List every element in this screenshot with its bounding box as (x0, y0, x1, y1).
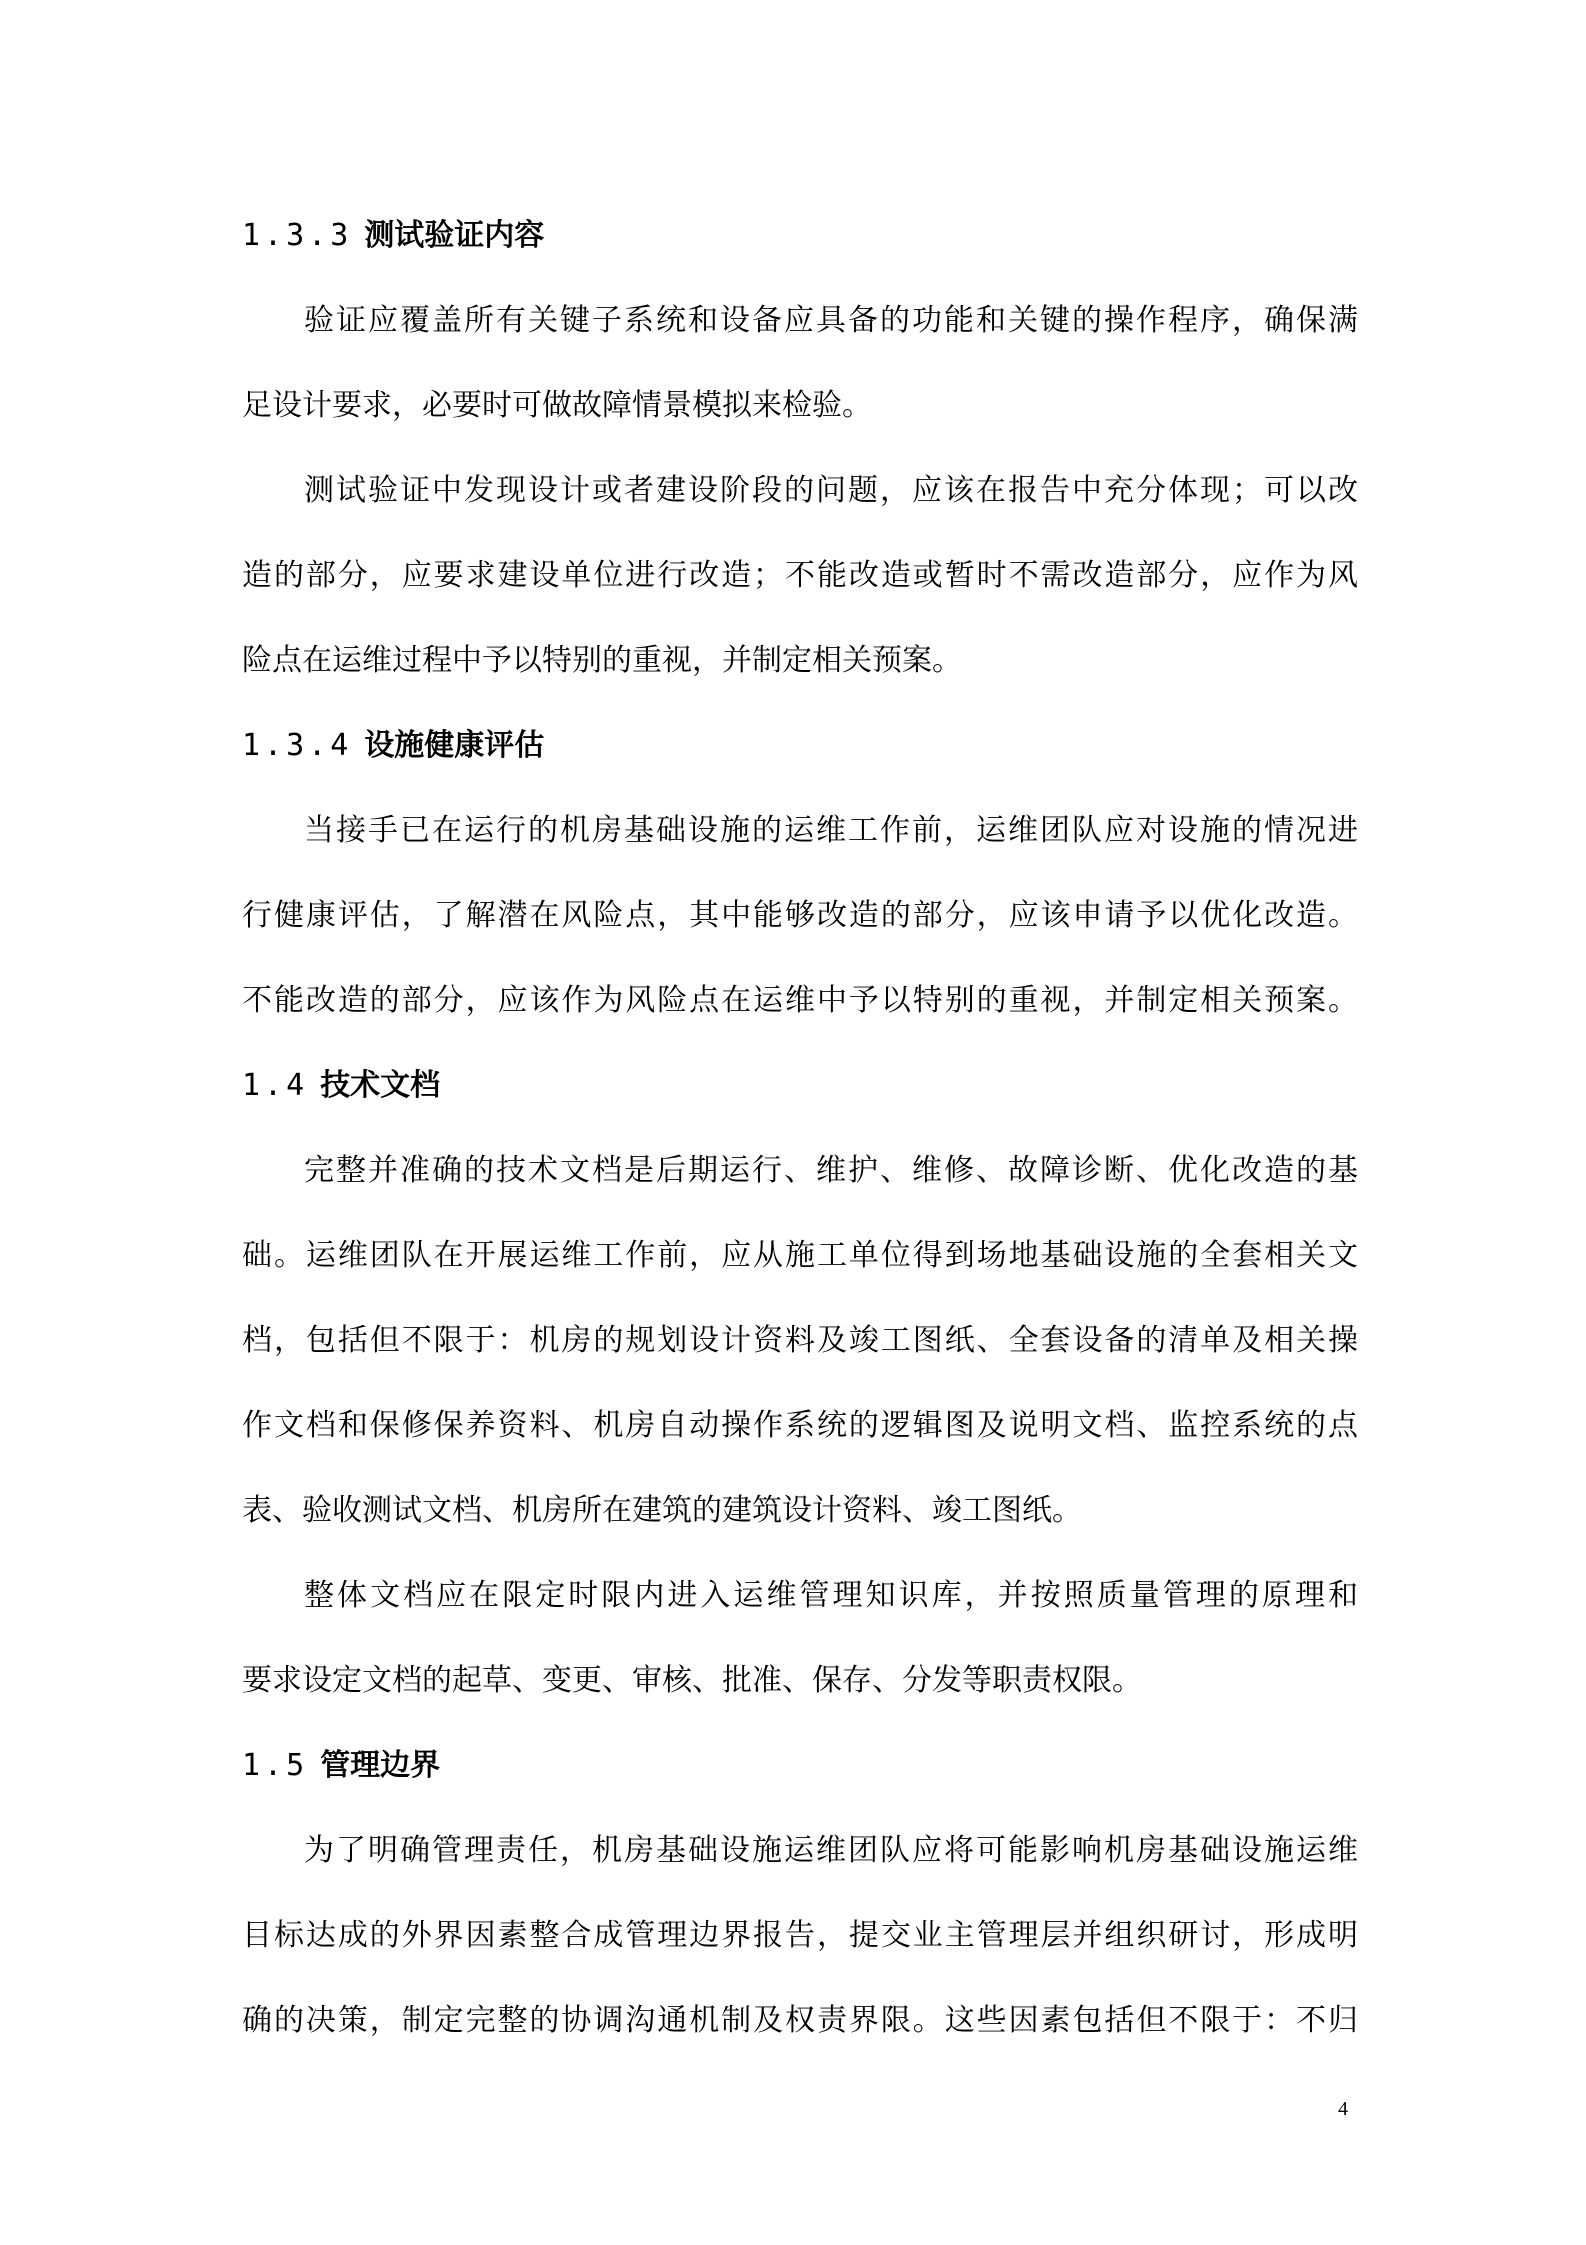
paragraph-line: 础。运维团队在开展运维工作前，应从施工单位得到场地基础设施的全套相关文 (242, 1238, 1358, 1273)
paragraph-line: 目标达成的外界因素整合成管理边界报告，提交业主管理层并组织研讨，形成明 (242, 1918, 1358, 1953)
section-number: 1.3.4 (242, 728, 353, 763)
paragraph-line: 测试验证中发现设计或者建设阶段的问题，应该在报告中充分体现；可以改 (304, 473, 1358, 508)
page-number: 4 (1338, 2098, 1348, 2120)
paragraph-line: 验证应覆盖所有关键子系统和设备应具备的功能和关键的操作程序，确保满 (304, 303, 1358, 338)
paragraph-line: 当接手已在运行的机房基础设施的运维工作前，运维团队应对设施的情况进 (304, 813, 1358, 848)
document-body (242, 193, 1358, 2063)
section-title: 设施健康评估 (364, 728, 545, 763)
paragraph-line: 造的部分，应要求建设单位进行改造；不能改造或暂时不需改造部分，应作为风 (242, 558, 1358, 593)
section-number: 1.3.3 (242, 218, 353, 253)
paragraph-line: 不能改造的部分，应该作为风险点在运维中予以特别的重视，并制定相关预案。 (242, 983, 1358, 1018)
paragraph-line: 表、验收测试文档、机房所在建筑的建筑设计资料、竣工图纸。 (242, 1493, 1082, 1528)
section-number: 1.5 (242, 1748, 309, 1783)
section-title: 测试验证内容 (364, 218, 545, 253)
section-title: 技术文档 (320, 1068, 441, 1103)
paragraph-line: 行健康评估，了解潜在风险点，其中能够改造的部分，应该申请予以优化改造。 (242, 898, 1358, 933)
paragraph-line: 整体文档应在限定时限内进入运维管理知识库，并按照质量管理的原理和 (304, 1578, 1358, 1613)
paragraph-line: 险点在运维过程中予以特别的重视，并制定相关预案。 (242, 643, 962, 678)
paragraph-line: 完整并准确的技术文档是后期运行、维护、维修、故障诊断、优化改造的基 (304, 1153, 1358, 1188)
paragraph-line: 作文档和保修保养资料、机房自动操作系统的逻辑图及说明文档、监控系统的点 (242, 1408, 1358, 1443)
section-heading (242, 193, 1358, 278)
section-title: 管理边界 (320, 1748, 441, 1783)
section-heading (242, 703, 1358, 788)
paragraph-line: 确的决策，制定完整的协调沟通机制及权责界限。这些因素包括但不限于：不归 (242, 2003, 1358, 2038)
section-heading (242, 1723, 1358, 1808)
paragraph-line: 为了明确管理责任，机房基础设施运维团队应将可能影响机房基础设施运维 (304, 1833, 1358, 1868)
paragraph-line: 足设计要求，必要时可做故障情景模拟来检验。 (242, 388, 872, 423)
paragraph-line: 要求设定文档的起草、变更、审核、批准、保存、分发等职责权限。 (242, 1663, 1142, 1698)
section-heading (242, 1043, 1358, 1128)
section-number: 1.4 (242, 1068, 309, 1103)
paragraph-line: 档，包括但不限于：机房的规划设计资料及竣工图纸、全套设备的清单及相关操 (242, 1323, 1358, 1358)
